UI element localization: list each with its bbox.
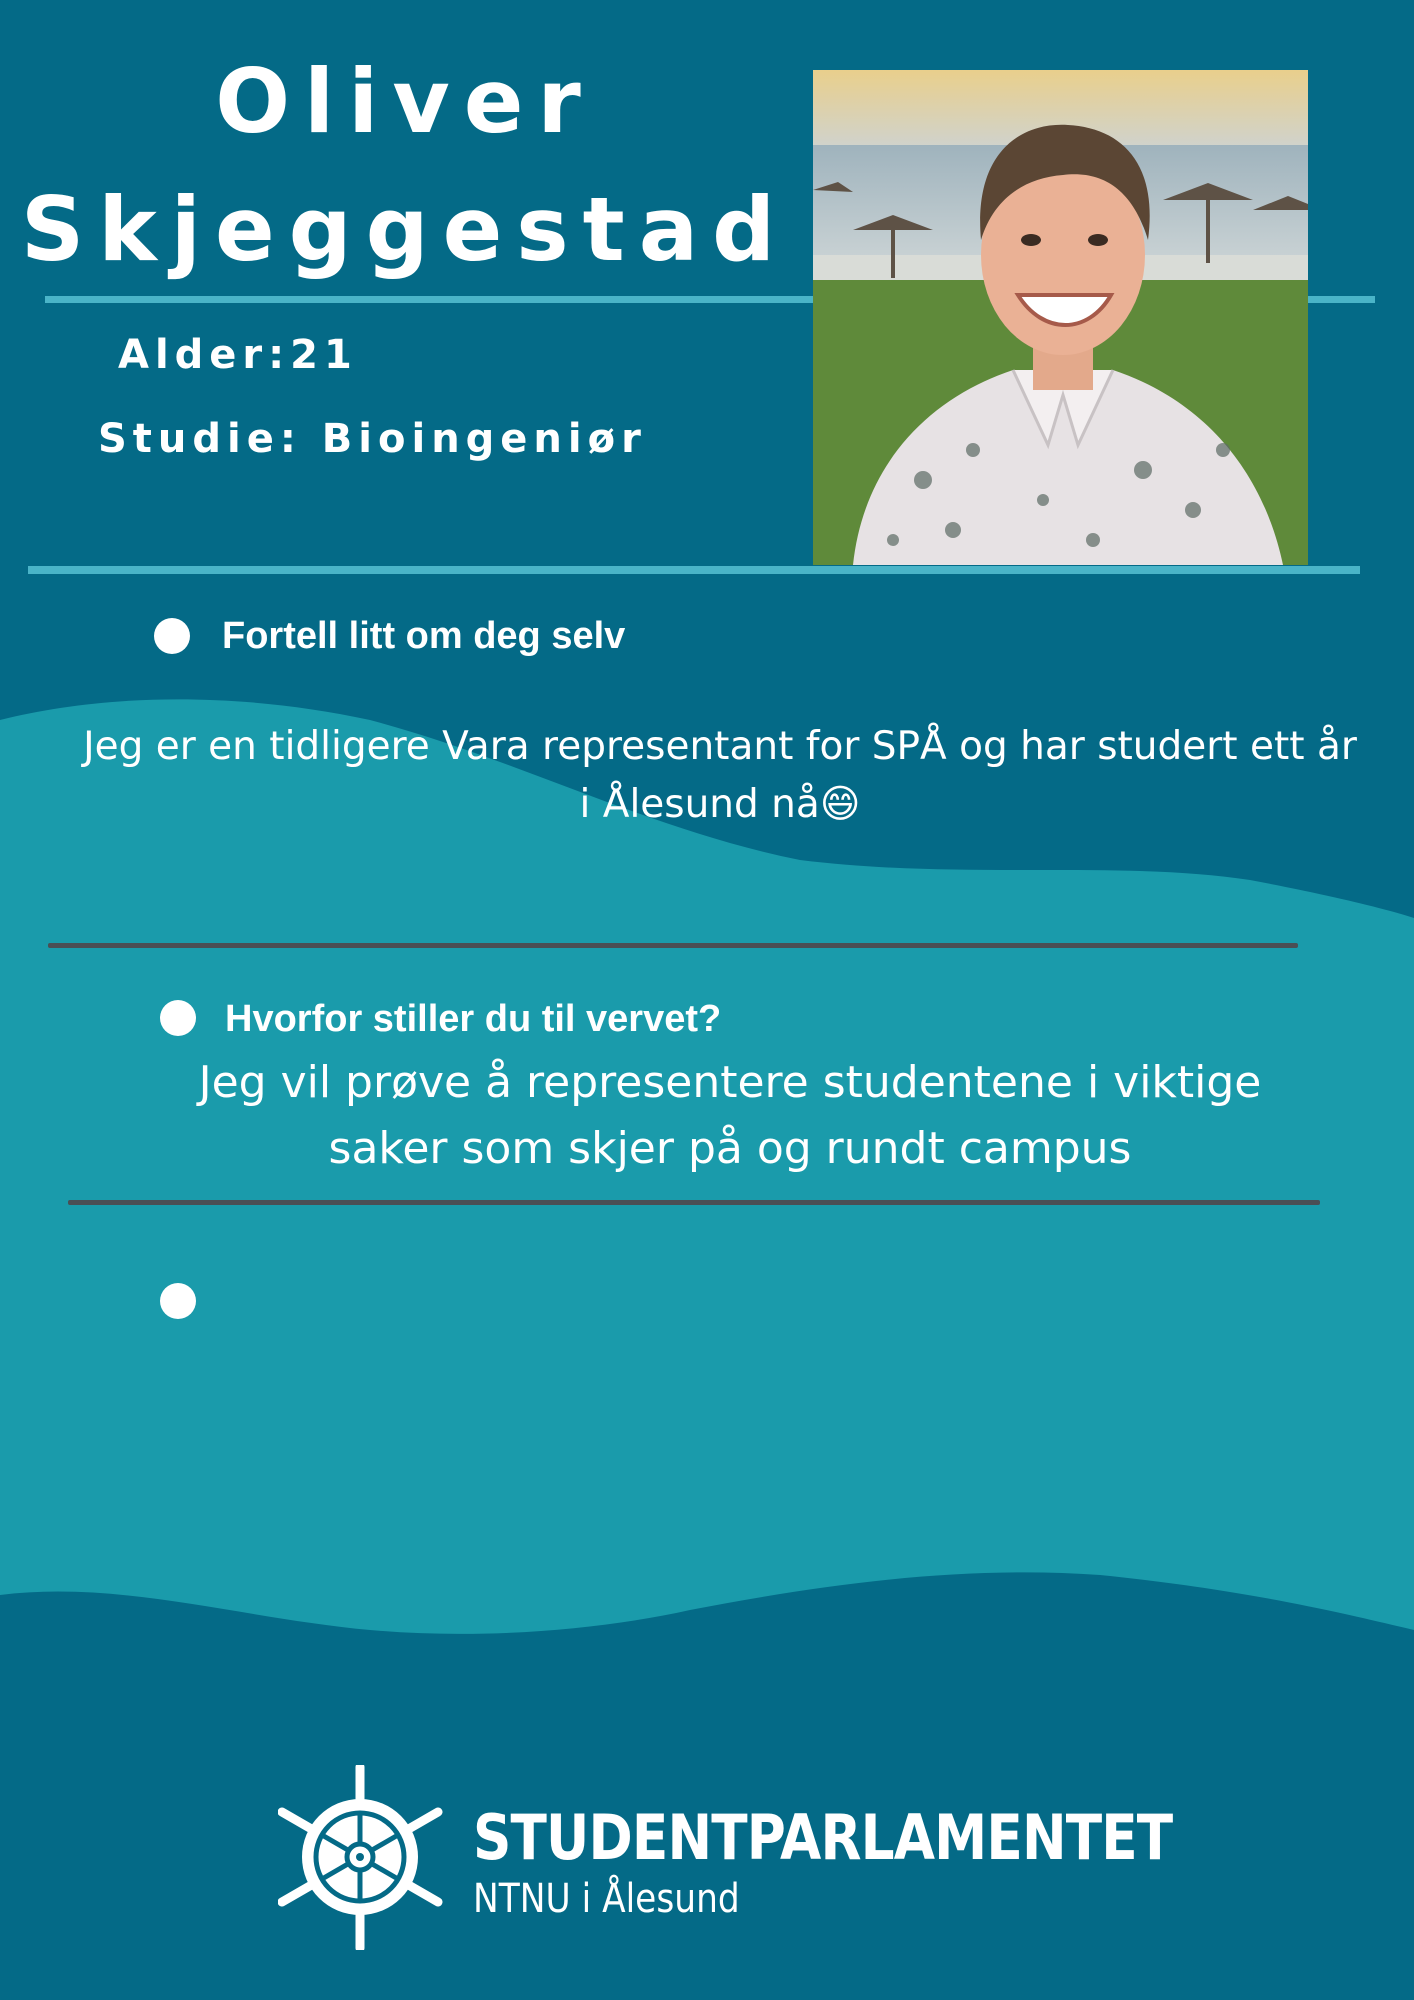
- answer-line: i Ålesund nå😄: [579, 782, 861, 827]
- candidate-last-name: Skjeggestad: [20, 178, 790, 281]
- organization-subtitle: NTNU i Ålesund: [473, 1876, 740, 1922]
- bullet-dot: [160, 1283, 196, 1319]
- ships-wheel-icon: [278, 1765, 443, 1950]
- candidate-age: Alder:21: [118, 332, 358, 378]
- answer-line: saker som skjer på og rundt campus: [328, 1123, 1132, 1174]
- section-divider: [48, 943, 1298, 948]
- portrait-photo: [813, 70, 1308, 565]
- candidate-photo: [813, 70, 1308, 565]
- question-why-running: Hvorfor stiller du til vervet?: [225, 998, 722, 1040]
- section-divider: [68, 1200, 1320, 1205]
- answer-line: Jeg vil prøve å representere studentene i viktige: [198, 1057, 1262, 1108]
- answer-about-yourself: [55, 718, 1385, 834]
- organization-name: STUDENTPARLAMENTET: [473, 1801, 1173, 1874]
- answer-why-running: [150, 1050, 1310, 1182]
- bullet-dot: [160, 1000, 196, 1036]
- bullet-dot: [154, 618, 190, 654]
- candidate-study: Studie: Bioingeniør: [98, 416, 647, 462]
- answer-line: Jeg er en tidligere Vara representant for SPÅ og har studert ett år: [83, 724, 1357, 769]
- organization-logo: [278, 1765, 1173, 1955]
- question-about-yourself: Fortell litt om deg selv: [222, 615, 626, 657]
- candidate-first-name: Oliver: [215, 50, 595, 153]
- header-divider: [28, 566, 1360, 574]
